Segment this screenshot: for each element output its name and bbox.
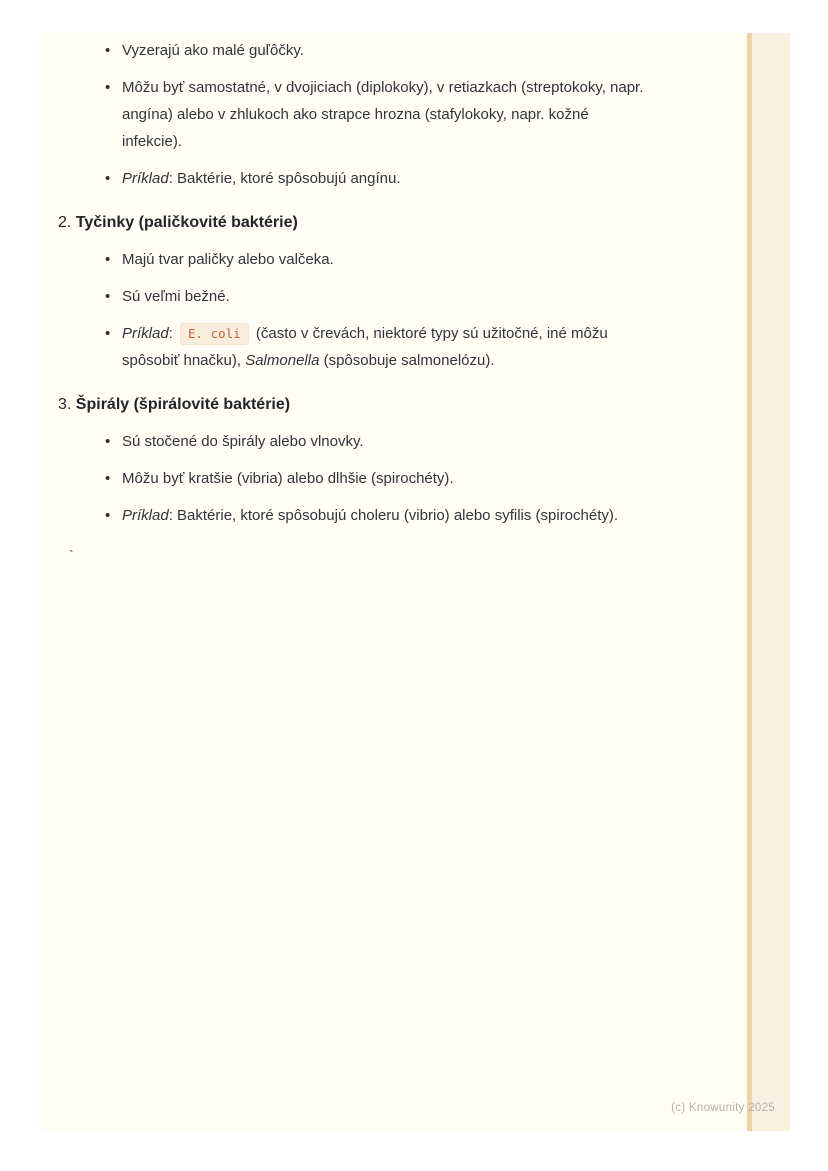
section-heading-row (58, 391, 678, 418)
text-segment: Sú stočené do špirály alebo vlnovky. (122, 433, 364, 450)
inline-code-chip: E. coli (180, 323, 249, 345)
list-item-text (122, 465, 454, 492)
list-item-text (122, 37, 304, 64)
italic-text: Príklad (122, 507, 169, 524)
text-segment: (spôsobuje salmonelózu). (319, 352, 495, 369)
list-item-text (122, 428, 364, 455)
text-segment: Vyzerajú ako malé guľôčky. (122, 42, 304, 59)
text-segment: Sú veľmi bežné. (122, 288, 230, 305)
list-item-text (122, 74, 650, 155)
document-section (58, 37, 678, 192)
watermark-text: (c) Knowunity 2025 (671, 1102, 775, 1114)
list-item-text (122, 283, 230, 310)
text-segment: : Baktérie, ktoré spôsobujú angínu. (168, 170, 401, 187)
list-item (58, 74, 678, 155)
section-number: 2. (58, 214, 76, 231)
document-section (58, 209, 678, 374)
list-item (58, 502, 678, 529)
stray-backtick-mark: ` (69, 547, 74, 563)
section-heading-row (58, 209, 678, 236)
italic-text: Príklad (122, 170, 169, 187)
list-item (58, 428, 678, 455)
text-segment: (často v črevách, niektoré typy sú užitočné, iné môžu spôsobiť hnačku), (122, 325, 608, 369)
list-item (58, 465, 678, 492)
bullet-list (58, 37, 678, 192)
list-item-text (122, 246, 334, 273)
section-heading: Špirály (špirálovité baktérie) (75, 396, 291, 413)
document-content (58, 33, 678, 539)
text-segment: Majú tvar paličky alebo valčeka. (122, 251, 334, 268)
accent-panel (752, 33, 790, 1131)
section-number: 3. (58, 396, 76, 413)
bullet-list (58, 246, 678, 374)
document-page (40, 33, 790, 1131)
italic-text: Salmonella (245, 352, 320, 369)
list-item-text (122, 320, 650, 374)
list-item (58, 37, 678, 64)
list-item (58, 246, 678, 273)
section-heading: Tyčinky (paličkovité baktérie) (75, 214, 298, 231)
italic-text: Príklad (122, 325, 169, 342)
list-item (58, 320, 678, 374)
text-segment: Môžu byť kratšie (vibria) alebo dlhšie (spirochéty). (122, 470, 454, 487)
list-item-text (122, 502, 618, 529)
list-item (58, 165, 678, 192)
document-section (58, 391, 678, 529)
text-segment: : (168, 325, 178, 342)
bullet-list (58, 428, 678, 529)
list-item-text (122, 165, 401, 192)
text-segment: : Baktérie, ktoré spôsobujú choleru (vibrio) alebo syfilis (spirochéty). (168, 507, 619, 524)
list-item (58, 283, 678, 310)
text-segment: Môžu byť samostatné, v dvojiciach (diplokoky), v retiazkach (streptokoky, napr. angína) alebo v zhlukoch ako strapce hrozna (stafylokoky, napr. kožné infekcie). (122, 79, 644, 150)
